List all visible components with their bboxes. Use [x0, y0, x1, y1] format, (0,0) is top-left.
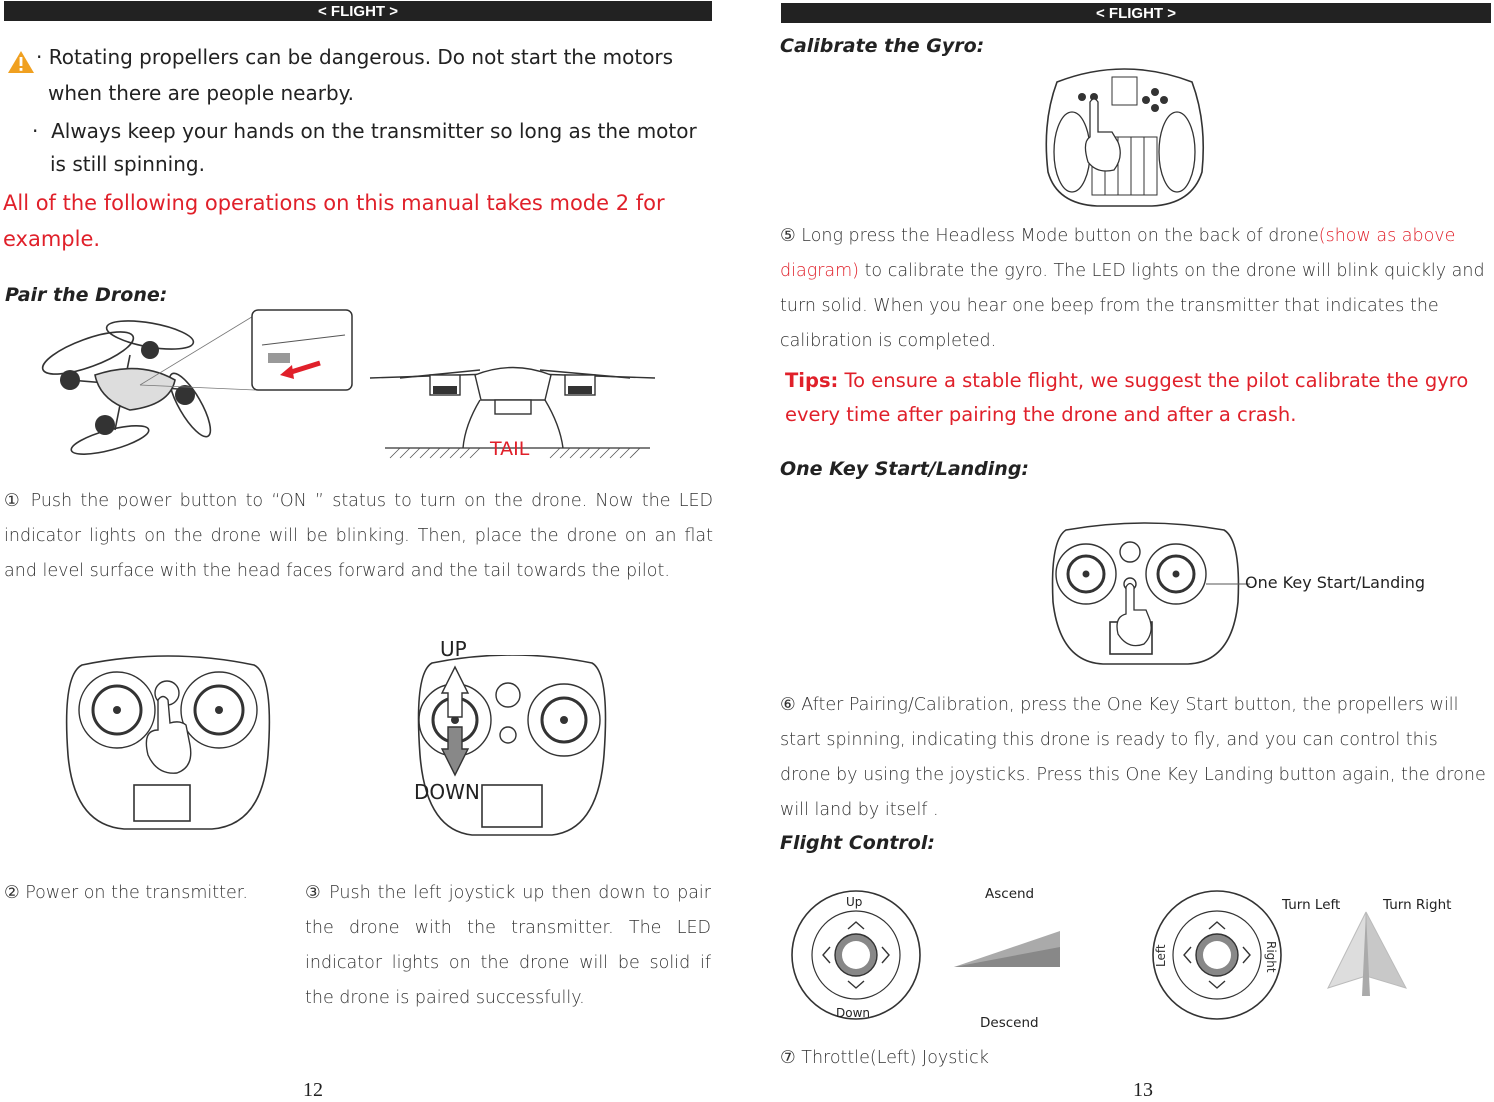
flight-control-heading: Flight Control:: [780, 832, 935, 854]
transmitter-back-illustration: [1042, 62, 1207, 210]
gyro-heading: Calibrate the Gyro:: [780, 35, 985, 57]
left-page-header: < FLIGHT >: [4, 1, 712, 21]
ascend-descend-icon: [950, 925, 1062, 970]
warning-line-1a: · Rotating propellers can be dangerous. Do not start the motors: [36, 45, 674, 69]
mode-note: All of the following operations on this manual takes mode 2 for example.: [3, 191, 665, 251]
right-page-number: 13: [1133, 1079, 1153, 1101]
onekey-transmitter-illustration: [1048, 522, 1243, 667]
step-6-text: ⑥ After Pairing/Calibration, press the One Key Start button, the propellers will start spinning, indicating this drone is ready to fly, and you can control this drone by using the joysticks. Press this One Key Landing button again, the drone will land by itself .: [780, 695, 1486, 820]
ascend-label: Ascend: [985, 886, 1035, 902]
left-page-number: 12: [303, 1079, 323, 1101]
stick-left-label: Left: [1154, 944, 1168, 967]
step-3-text: ③ Push the left joystick up then down to pair the drone with the transmitter. The LED indicator lights on the drone will be solid if the drone is paired successfully.: [305, 883, 711, 1008]
tail-label: TAIL: [490, 438, 530, 460]
stick-right-label: Right: [1264, 941, 1278, 973]
pair-heading: Pair the Drone:: [5, 284, 168, 306]
tips-text: Tips: To ensure a stable flight, we suggest the pilot calibrate the gyro every time after pairing the drone and after a crash.: [785, 369, 1469, 426]
warning-line-1b: when there are people nearby.: [48, 81, 354, 105]
right-page-header: < FLIGHT >: [781, 3, 1491, 23]
turn-left-label: Turn Left: [1282, 897, 1341, 913]
descend-label: Descend: [980, 1015, 1039, 1031]
stick-down-label: Down: [836, 1006, 871, 1020]
step-1-text: ① Push the power button to “ON ” status to turn on the drone. Now the LED indicator lights on the drone will be blinking. Then, place the drone on an flat and level surface with the head faces forward and the tail towards the pilot.: [4, 491, 713, 581]
transmitter-power-illustration: [62, 655, 274, 833]
rudder-stick-diagram: [1151, 885, 1283, 1025]
onekey-callout-label: One Key Start/Landing: [1245, 573, 1425, 592]
transmitter-updown-illustration: [412, 655, 612, 837]
warning-line-2a: · Always keep your hands on the transmitter so long as the motor: [32, 119, 697, 143]
up-label: UP: [440, 637, 467, 661]
down-label: DOWN: [414, 780, 480, 804]
step-5-text: ⑤ Long press the Headless Mode button on the back of drone(show as above diagram) to calibrate the gyro. The LED lights on the drone will blink quickly and turn solid. When you hear one beep from the transmitter that indicates the calibration is completed.: [780, 226, 1485, 351]
paper-plane-icon: [1326, 910, 1410, 998]
step-2-text: ② Power on the transmitter.: [4, 883, 248, 903]
stick-up-label: Up: [846, 895, 863, 909]
onekey-heading: One Key Start/Landing:: [780, 458, 1030, 480]
warning-line-2b: is still spinning.: [50, 152, 205, 176]
turn-right-label: Turn Right: [1383, 897, 1452, 913]
step-7-text: ⑦ Throttle(Left) Joystick: [780, 1048, 989, 1068]
warning-icon: [7, 50, 35, 74]
drone-power-switch-illustration: [30, 305, 360, 480]
